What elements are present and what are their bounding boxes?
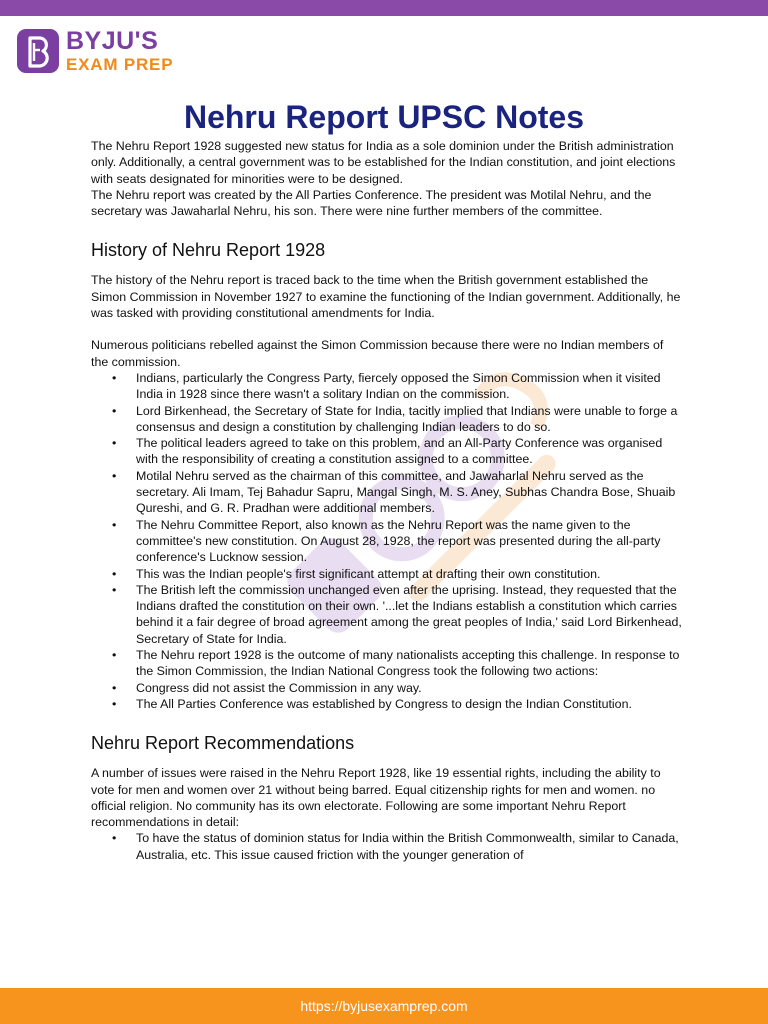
history-paragraph-2: Numerous politicians rebelled against the Simon Commission because there were no Indian members of the commission. bbox=[91, 338, 664, 369]
list-item: • Congress did not assist the Commission in any way. bbox=[136, 680, 683, 696]
byjus-b-logo-icon bbox=[17, 29, 59, 73]
page-title: Nehru Report UPSC Notes bbox=[183, 99, 585, 135]
footer-website-link[interactable]: https://byjusexamprep.com bbox=[300, 998, 468, 1014]
section-heading-history: History of Nehru Report 1928 bbox=[91, 240, 326, 261]
list-item: • The Nehru Committee Report, also known as the Nehru Report was the name given to the committee's new constitution. On August 28, 1928, the report was presented during the all-party conference's Lucknow session. bbox=[136, 517, 683, 566]
brand-name: BYJU'S bbox=[66, 27, 159, 55]
list-item: • The All Parties Conference was established by Congress to design the Indian Constitution. bbox=[136, 696, 683, 712]
recommendations-bullet-list bbox=[91, 830, 683, 863]
footer-bar bbox=[0, 988, 768, 1024]
list-item: • The British left the commission unchanged even after the uprising. Instead, they requested that the Indians drafted the constitution on their own. '...let the Indians establish a constitution which carries behind it a fair degree of broad agreement among the great peoples of India,' said Lord Birkenhead, Secretary of State for India. bbox=[136, 582, 683, 647]
list-item: • To have the status of dominion status for India within the British Commonwealth, similar to Canada, Australia, etc. This issue caused friction with the younger generation of bbox=[136, 830, 683, 863]
list-item: • The political leaders agreed to take on this problem, and an All-Party Conference was organised with the responsibility of creating a constitution assigned to a committee. bbox=[136, 435, 683, 468]
intro-paragraph-2: The Nehru report was created by the All Parties Conference. The president was Motilal Nehru, and the secretary was Jawaharlal Nehru, his son. There were nine further members of the committee. bbox=[91, 187, 652, 219]
list-item: • Indians, particularly the Congress Party, fiercely opposed the Simon Commission when it visited India in 1928 since there wasn't a solitary Indian on the commission. bbox=[136, 370, 683, 403]
list-item: • Lord Birkenhead, the Secretary of State for India, tacitly implied that Indians were unable to forge a consensus and design a constitution by challenging Indian leaders to do so. bbox=[136, 403, 683, 436]
list-item: • Motilal Nehru served as the chairman of this committee, and Jawaharlal Nehru served as the secretary. Ali Imam, Tej Bahadur Sapru, Mangal Singh, M. S. Aney, Subhas Chandra Bose, Shuaib Qureshi, and G. R. Pradhan were additional members. bbox=[136, 468, 683, 517]
intro-paragraph-1: The Nehru Report 1928 suggested new status for India as a sole dominion under the British administration only. Additionally, a central government was to be established for the Indian constitution, and joint elections with seats designated for minorities were to be designed. bbox=[91, 139, 676, 186]
history-bullet-list bbox=[91, 370, 683, 712]
top-bar bbox=[0, 0, 768, 16]
brand-subtitle: EXAM PREP bbox=[66, 55, 174, 74]
list-item: • This was the Indian people's first significant attempt at drafting their own constitution. bbox=[136, 566, 683, 582]
recommendations-paragraph-1: A number of issues were raised in the Nehru Report 1928, like 19 essential rights, including the ability to vote for men and women over 21 without being barred. Equal citizenship rights for men and women. no official religion. No community has its own electorate. Following are some important Nehru Report recommendations in detail: bbox=[91, 766, 661, 830]
brand-logo[interactable] bbox=[17, 28, 173, 74]
list-item: • The Nehru report 1928 is the outcome of many nationalists accepting this challenge. In response to the Simon Commission, the Indian National Congress took the following two actions: bbox=[136, 647, 683, 680]
section-heading-recommendations: Nehru Report Recommendations bbox=[91, 733, 355, 754]
document-body bbox=[91, 138, 683, 863]
history-paragraph-1: The history of the Nehru report is traced back to the time when the British government established the Simon Commission in November 1927 to examine the functioning of the Indian government. Additionally, he was tasked with providing constitutional amendments for India. bbox=[91, 273, 681, 321]
